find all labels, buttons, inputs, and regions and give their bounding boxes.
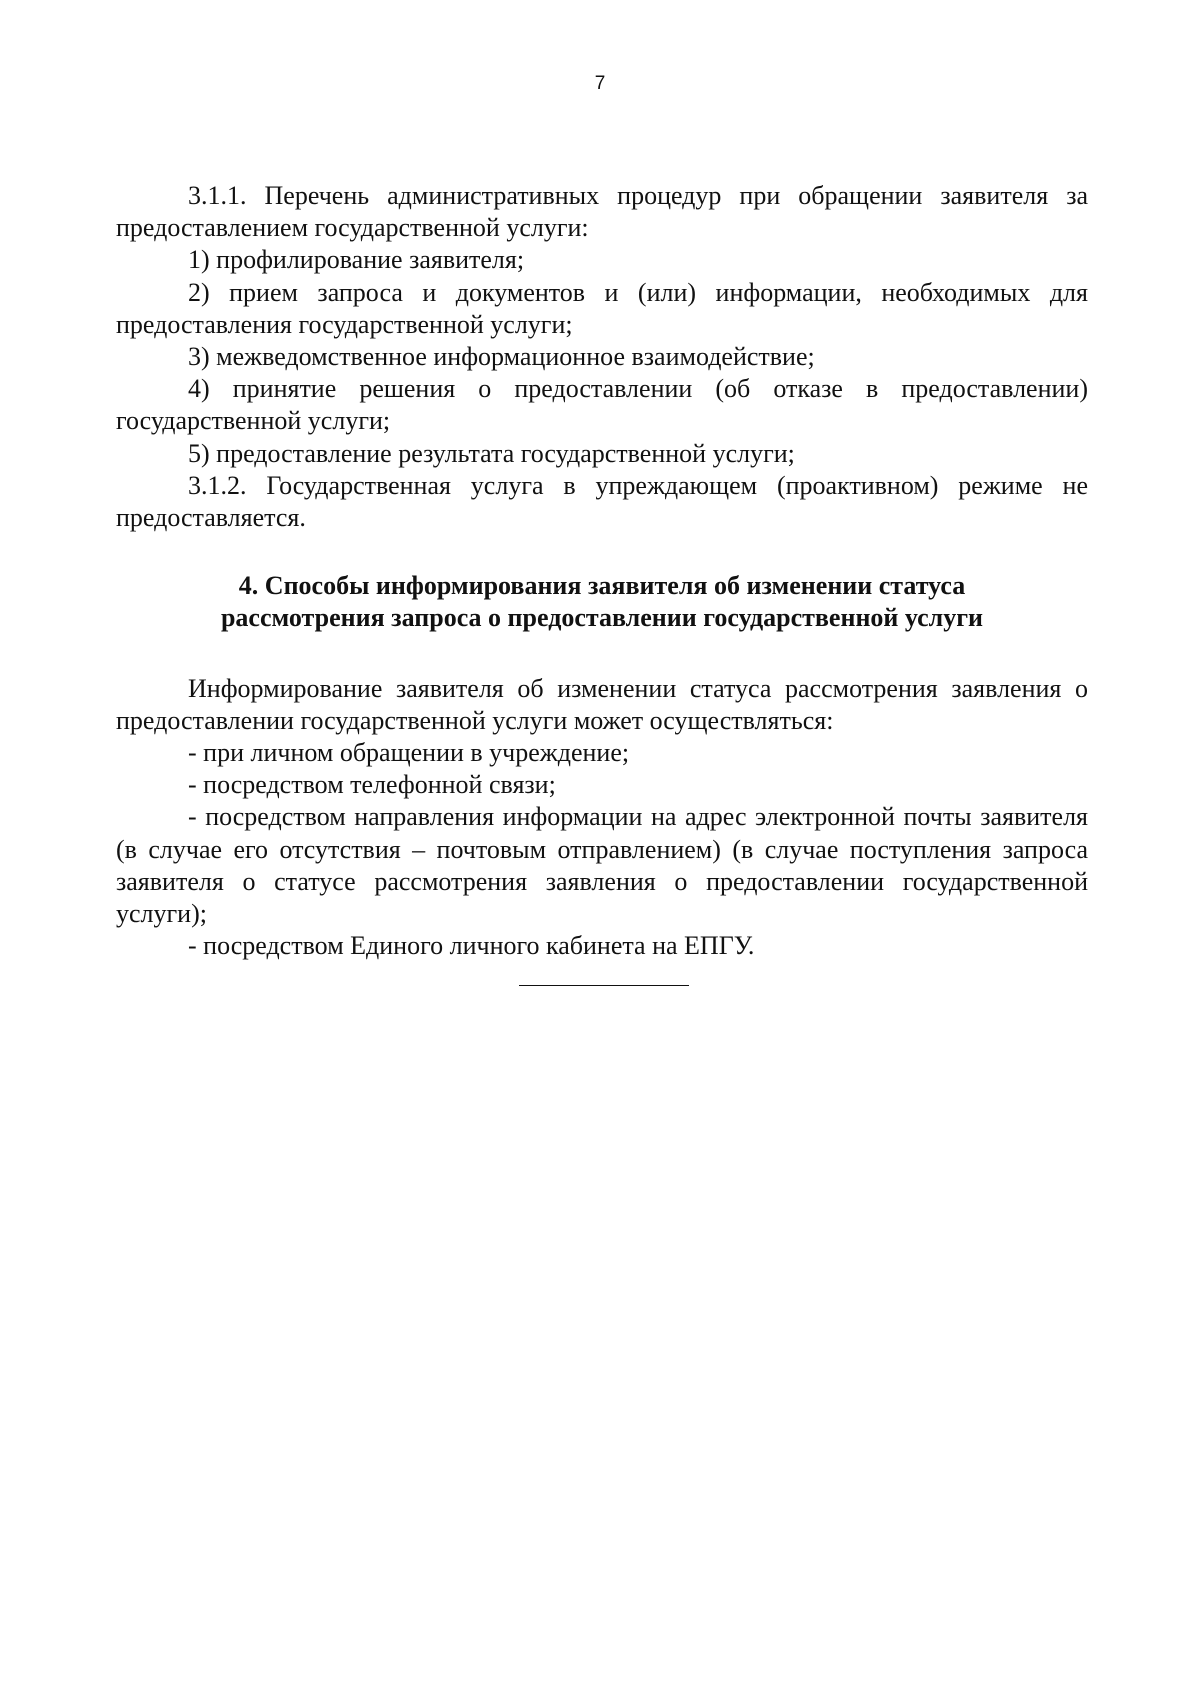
info-method-email: - посредством направления информации на адрес электронной почты заявителя (в случае его отсутствия – почтовым отправлением) (в случае поступления запроса заявителя о статусе рассмотрения заявления о предоставлении государственной услуги); [116,802,1088,929]
info-method-epgu: - посредством Единого личного кабинета на ЕПГУ. [188,931,755,961]
document-body [116,180,1088,962]
page-number: 7 [594,73,606,94]
list-item-procedure-4: 4) принятие решения о предоставлении (об отказе в предоставлении) государственной услуги; [116,374,1088,436]
list-item-procedure-5: 5) предоставление результата государственной услуги; [188,438,795,468]
list-item-procedure-3: 3) межведомственное информационное взаимодействие; [188,342,815,372]
paragraph-3-1-2: 3.1.2. Государственная услуга в упреждающем (проактивном) режиме не предоставляется. [116,470,1088,533]
section-4-heading-line-1: 4. Способы информирования заявителя об изменении статуса [238,571,966,601]
end-of-section-rule [519,985,689,986]
section-4-heading-line-2: рассмотрения запроса о предоставлении государственной услуги [220,603,984,633]
section-4-heading [116,570,1088,634]
list-item-procedure-2: 2) прием запроса и документов и (или) информации, необходимых для предоставления государственной услуги; [116,277,1088,339]
paragraph-3-1-1: 3.1.1. Перечень административных процедур при обращении заявителя за предоставлением государственной услуги: [116,181,1088,243]
section-4-intro: Информирование заявителя об изменении статуса рассмотрения заявления о предоставлении государственной услуги может осуществляться: [116,673,1088,735]
info-method-phone: - посредством телефонной связи; [188,770,556,800]
list-item-procedure-1: 1) профилирование заявителя; [188,245,525,275]
info-method-in-person: - при личном обращении в учреждение; [188,738,630,768]
